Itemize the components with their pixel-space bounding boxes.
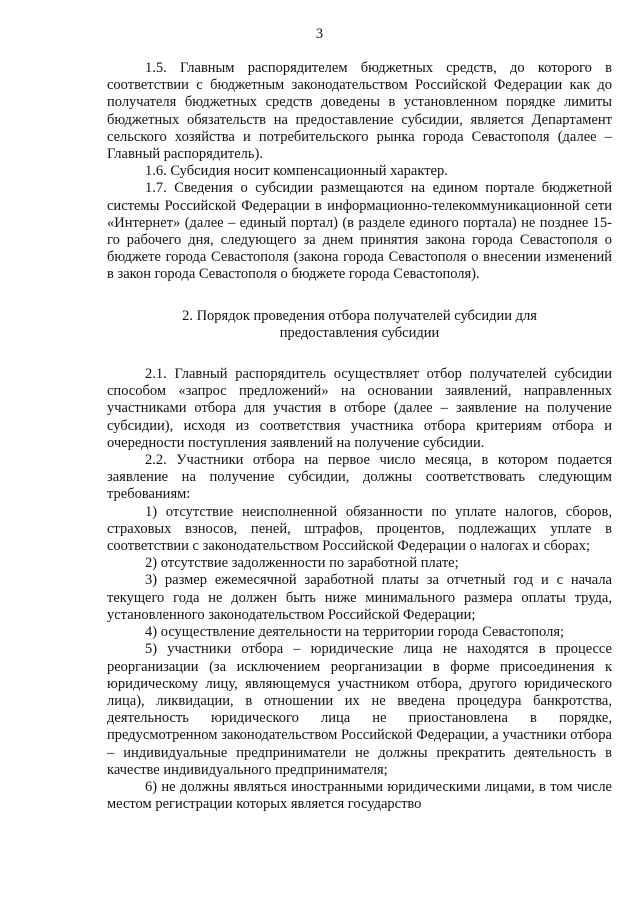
- requirement-item-5: 5) участники отбора – юридические лица не находятся в процессе реорганизации (за исключением реорганизации в форме присоединения к юридическому лицу, являющемуся участником отбора, другого юридического лица), ликвидации, в отношении их не введена процедура банкротства, деятельность юридического лица не приостановлена в порядке, предусмотренном законодательством Российской Федерации, а участники отбора – индивидуальные предприниматели не должны прекратить деятельность в качестве индивидуального предпринимателя;: [107, 641, 612, 778]
- paragraph-2-1: 2.1. Главный распорядитель осуществляет отбор получателей субсидии способом «запрос предложений» на основании заявлений, направленных участниками отбора для участия в отборе (далее – заявление на получение субсидии), исходя из соответствия участника отбора критериям отбора и очередности поступления заявлений на получение субсидии.: [107, 366, 612, 451]
- paragraph-2-2: 2.2. Участники отбора на первое число месяца, в котором подается заявление на получение субсидии, должны соответствовать следующим требованиям:: [107, 452, 612, 503]
- requirement-item-3: 3) размер ежемесячной заработной платы за отчетный год и с начала текущего года не должен быть ниже минимального размера оплаты труда, установленного законодательством Российской Федерации;: [107, 572, 612, 623]
- requirement-item-1: 1) отсутствие неисполненной обязанности по уплате налогов, сборов, страховых взносов, пеней, штрафов, процентов, подлежащих уплате в соответствии с законодательством Российской Федерации о налогах и сборах;: [107, 503, 612, 555]
- paragraph-1-6: 1.6. Субсидия носит компенсационный характер.: [145, 163, 448, 180]
- requirement-item-2: 2) отсутствие задолженности по заработной плате;: [145, 555, 459, 572]
- requirement-item-6: 6) не должны являться иностранными юридическими лицами, в том числе местом регистрации которых является государство: [107, 778, 612, 813]
- section-heading: [107, 308, 612, 342]
- section-heading-line-1: 2. Порядок проведения отбора получателей субсидии для: [182, 307, 537, 324]
- paragraph-1-7: 1.7. Сведения о субсидии размещаются на едином портале бюджетной системы Российской Федерации в информационно-телекоммуникационной сети «Интернет» (далее – единый портал) (в разделе единого портала) не позднее 15-го рабочего дня, следующего за днем принятия закона города Севастополя о бюджете города Севастополя (закона города Севастополя о внесении изменений в закон города Севастополя о бюджете города Севастополя).: [107, 180, 612, 283]
- page-number: 3: [315, 26, 324, 42]
- document-body: [107, 60, 612, 813]
- section-heading-line-2: предоставления субсидии: [279, 324, 440, 341]
- paragraph-1-5: 1.5. Главным распорядителем бюджетных средств, до которого в соответствии с бюджетным законодательством Российской Федерации как до получателя бюджетных средств доведены в установленном порядке лимиты бюджетных обязательств на предоставление субсидии, является Департамент сельского хозяйства и потребительского рынка города Севастополя (далее – Главный распорядитель).: [107, 60, 612, 163]
- requirement-item-4: 4) осуществление деятельности на территории города Севастополя;: [145, 624, 565, 641]
